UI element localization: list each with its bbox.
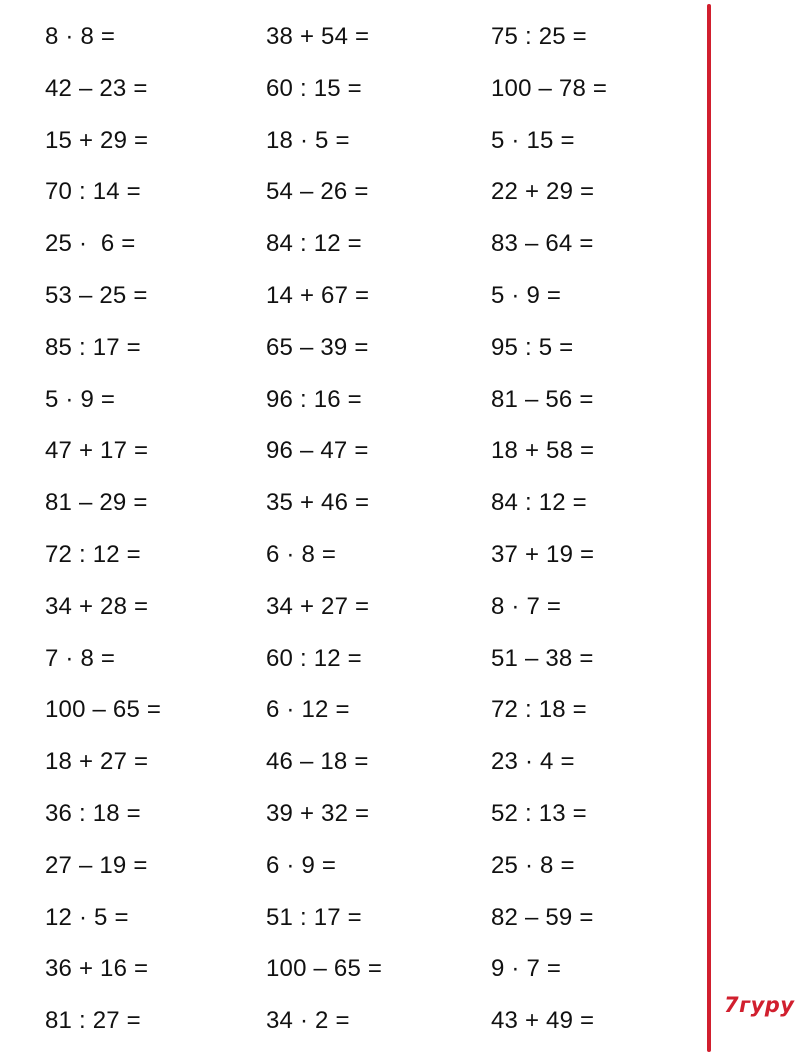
math-problem: 23 · 4 = [491, 748, 575, 776]
math-problem: 5 · 9 = [491, 281, 562, 309]
math-problem: 81 : 27 = [45, 1007, 141, 1035]
math-problem: 96 – 47 = [266, 437, 369, 465]
problem-column-3 [491, 14, 701, 1050]
math-problem: 38 + 54 = [266, 23, 370, 50]
math-problem: 35 + 46 = [266, 489, 370, 517]
math-problem: 34 · 2 = [266, 1007, 350, 1035]
problem-column-1 [45, 14, 255, 1050]
math-problem: 27 – 19 = [45, 851, 148, 879]
math-problem: 6 · 9 = [266, 851, 337, 879]
math-problem: 36 + 16 = [45, 955, 149, 983]
math-problem: 47 + 17 = [45, 437, 149, 465]
math-problem: 8 · 8 = [45, 23, 116, 50]
math-problem: 82 – 59 = [491, 903, 594, 931]
math-problem: 51 : 17 = [266, 903, 362, 931]
math-problem: 85 : 17 = [45, 333, 141, 361]
math-problem: 100 – 65 = [266, 955, 383, 983]
math-problem: 83 – 64 = [491, 230, 594, 258]
math-problem: 18 + 58 = [491, 437, 595, 465]
math-problem: 37 + 19 = [491, 540, 595, 568]
math-problem: 84 : 12 = [266, 230, 362, 258]
math-problem: 60 : 15 = [266, 74, 362, 102]
math-problem: 75 : 25 = [491, 23, 587, 50]
math-problem: 25 · 6 = [45, 230, 136, 258]
math-problem: 81 – 29 = [45, 489, 148, 517]
math-problem: 22 + 29 = [491, 178, 595, 206]
math-problem: 84 : 12 = [491, 489, 587, 517]
math-problem: 70 : 14 = [45, 178, 141, 206]
math-problem: 52 : 13 = [491, 799, 587, 827]
math-problem: 51 – 38 = [491, 644, 594, 672]
red-margin-line [707, 4, 711, 1052]
math-problem: 18 + 27 = [45, 748, 149, 776]
math-problem: 54 – 26 = [266, 178, 369, 206]
math-problem: 12 · 5 = [45, 903, 129, 931]
math-problem: 39 + 32 = [266, 799, 370, 827]
math-problem: 42 – 23 = [45, 74, 148, 102]
math-problem: 96 : 16 = [266, 385, 362, 413]
math-problem: 14 + 67 = [266, 281, 370, 309]
math-problem: 43 + 49 = [491, 1007, 595, 1035]
math-problem: 36 : 18 = [45, 799, 141, 827]
math-problem: 46 – 18 = [266, 748, 369, 776]
math-problem: 34 + 27 = [266, 592, 370, 620]
math-problem: 72 : 18 = [491, 696, 587, 724]
math-problem: 6 · 8 = [266, 540, 337, 568]
math-problem: 5 · 9 = [45, 385, 116, 413]
problem-column-2 [266, 14, 476, 1050]
math-problem: 6 · 12 = [266, 696, 350, 724]
math-problem: 25 · 8 = [491, 851, 575, 879]
math-problem: 72 : 12 = [45, 540, 141, 568]
math-problem: 18 · 5 = [266, 126, 350, 154]
math-problem: 65 – 39 = [266, 333, 369, 361]
math-problem: 34 + 28 = [45, 592, 149, 620]
math-problem: 15 + 29 = [45, 126, 149, 154]
math-problem: 95 : 5 = [491, 333, 574, 361]
math-problem: 8 · 7 = [491, 592, 562, 620]
math-problem: 53 – 25 = [45, 281, 148, 309]
math-problem: 81 – 56 = [491, 385, 594, 413]
math-problem: 5 · 15 = [491, 126, 575, 154]
math-problem: 100 – 65 = [45, 696, 162, 724]
math-problem: 100 – 78 = [491, 74, 608, 102]
math-problem: 60 : 12 = [266, 644, 362, 672]
math-problem: 7 · 8 = [45, 644, 116, 672]
margin-tag: 7гуру [724, 993, 795, 1017]
math-problem: 9 · 7 = [491, 955, 562, 983]
